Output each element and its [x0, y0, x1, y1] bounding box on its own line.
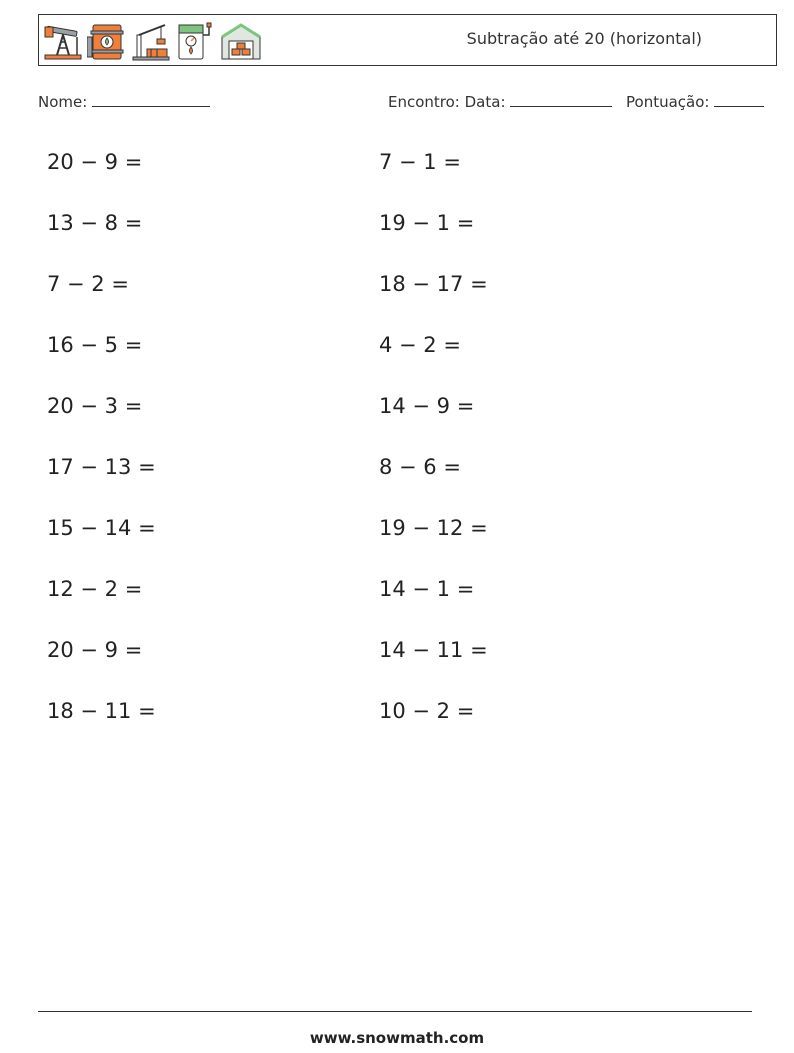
problem-item: 16 − 5 =	[47, 333, 143, 357]
problem-item: 12 − 2 =	[47, 577, 143, 601]
problem-item: 15 − 14 =	[47, 516, 156, 540]
problem-item: 14 − 11 =	[379, 638, 488, 662]
problem-item: 20 − 9 =	[47, 150, 143, 174]
problem-item: 14 − 9 =	[379, 394, 475, 418]
problem-item: 17 − 13 =	[47, 455, 156, 479]
problem-item: 8 − 6 =	[379, 455, 461, 479]
score-field[interactable]	[626, 92, 764, 111]
problem-item: 19 − 12 =	[379, 516, 488, 540]
problem-item: 19 − 1 =	[379, 211, 475, 235]
problem-item: 7 − 2 =	[47, 272, 129, 296]
footer-url[interactable]: www.snowmath.com	[309, 1029, 485, 1047]
problem-item: 13 − 8 =	[47, 211, 143, 235]
score-label: Pontuação:	[626, 93, 710, 111]
meeting-date-label: Encontro: Data:	[388, 93, 506, 111]
problem-item: 20 − 3 =	[47, 394, 143, 418]
meeting-date-field[interactable]	[388, 92, 612, 111]
problem-item: 14 − 1 =	[379, 577, 475, 601]
fuel-station-icon	[175, 21, 215, 61]
problem-item: 20 − 9 =	[47, 638, 143, 662]
oil-pump-icon	[43, 21, 83, 61]
header-box	[38, 14, 777, 66]
footer-divider	[38, 1011, 752, 1012]
oil-barrel-icon	[87, 21, 127, 61]
date-blank[interactable]	[510, 92, 612, 107]
name-blank[interactable]	[92, 92, 210, 107]
warehouse-icon	[219, 21, 263, 61]
info-row	[38, 92, 778, 114]
name-field[interactable]	[38, 92, 210, 111]
worksheet-title: Subtração até 20 (horizontal)	[466, 29, 702, 48]
problem-item: 18 − 11 =	[47, 699, 156, 723]
problem-item: 7 − 1 =	[379, 150, 461, 174]
problem-item: 10 − 2 =	[379, 699, 475, 723]
icon-strip	[43, 19, 263, 63]
problem-item: 18 − 17 =	[379, 272, 488, 296]
name-label: Nome:	[38, 93, 88, 111]
problem-item: 4 − 2 =	[379, 333, 461, 357]
score-blank[interactable]	[714, 92, 764, 107]
crane-icon	[131, 21, 171, 61]
